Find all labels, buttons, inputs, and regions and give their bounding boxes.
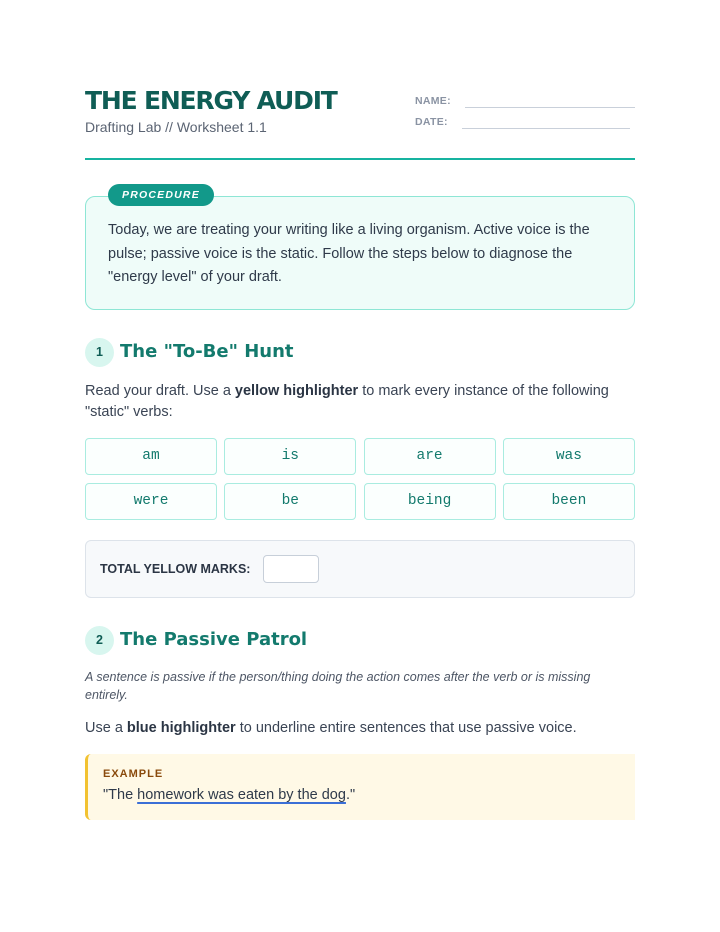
- passive-definition-note: A sentence is passive if the person/thing doing the action comes after the verb or is missing entirely.: [85, 670, 591, 702]
- page-subtitle: Drafting Lab // Worksheet 1.1: [85, 119, 267, 135]
- section-2-heading: [85, 626, 635, 656]
- procedure-badge: PROCEDURE: [108, 184, 214, 206]
- step-number-badge: 1: [85, 338, 114, 367]
- verb-chip: been: [503, 483, 635, 520]
- verb-chip: am: [85, 438, 217, 475]
- underlined-passive-clause: homework was eaten by the dog: [137, 787, 346, 803]
- example-box: [85, 754, 635, 820]
- verb-chip: was: [503, 438, 635, 475]
- static-verbs-grid: [85, 438, 635, 520]
- example-text: "The: [103, 787, 138, 803]
- total-marks-input[interactable]: [263, 555, 319, 583]
- instruction-text: Use a: [85, 720, 127, 736]
- example-sentence: [103, 787, 355, 803]
- verb-chip: are: [364, 438, 496, 475]
- instruction-text: to mark every instance of the following "static" verbs:: [85, 383, 609, 420]
- verb-chip: were: [85, 483, 217, 520]
- total-marks-label: TOTAL YELLOW MARKS:: [100, 562, 251, 576]
- worksheet-header: [85, 86, 635, 160]
- blue-highlighter-term: blue highlighter: [126, 720, 236, 736]
- procedure-box: [85, 189, 635, 310]
- date-label: DATE:: [415, 116, 448, 128]
- instruction-text: to underline entire sentences that use passive voice.: [235, 720, 577, 736]
- name-field[interactable]: [465, 107, 635, 108]
- instruction-text: Read your draft. Use a: [85, 383, 235, 399]
- section-1-title: The "To-Be" Hunt: [120, 341, 294, 362]
- name-label: NAME:: [415, 95, 451, 107]
- header-divider: [85, 158, 635, 160]
- procedure-text: Today, we are treating your writing like a living organism. Active voice is the pulse; passive voice is the static. Follow the steps below to diagnose the "energy level" of your draft.: [108, 222, 590, 285]
- section-2-instruction: [85, 718, 635, 739]
- step-number-badge: 2: [85, 626, 114, 655]
- example-label: EXAMPLE: [103, 768, 164, 780]
- verb-chip: is: [224, 438, 356, 475]
- section-1-heading: [85, 338, 635, 368]
- page-title: THE ENERGY AUDIT: [85, 86, 337, 115]
- date-field[interactable]: [462, 128, 630, 129]
- yellow-highlighter-term: yellow highlighter: [234, 383, 359, 399]
- section-1-instruction: [85, 381, 635, 423]
- section-2-title: The Passive Patrol: [120, 629, 308, 650]
- verb-chip: being: [364, 483, 496, 520]
- example-text: .": [345, 787, 356, 803]
- verb-chip: be: [224, 483, 356, 520]
- total-marks-box: [85, 540, 635, 598]
